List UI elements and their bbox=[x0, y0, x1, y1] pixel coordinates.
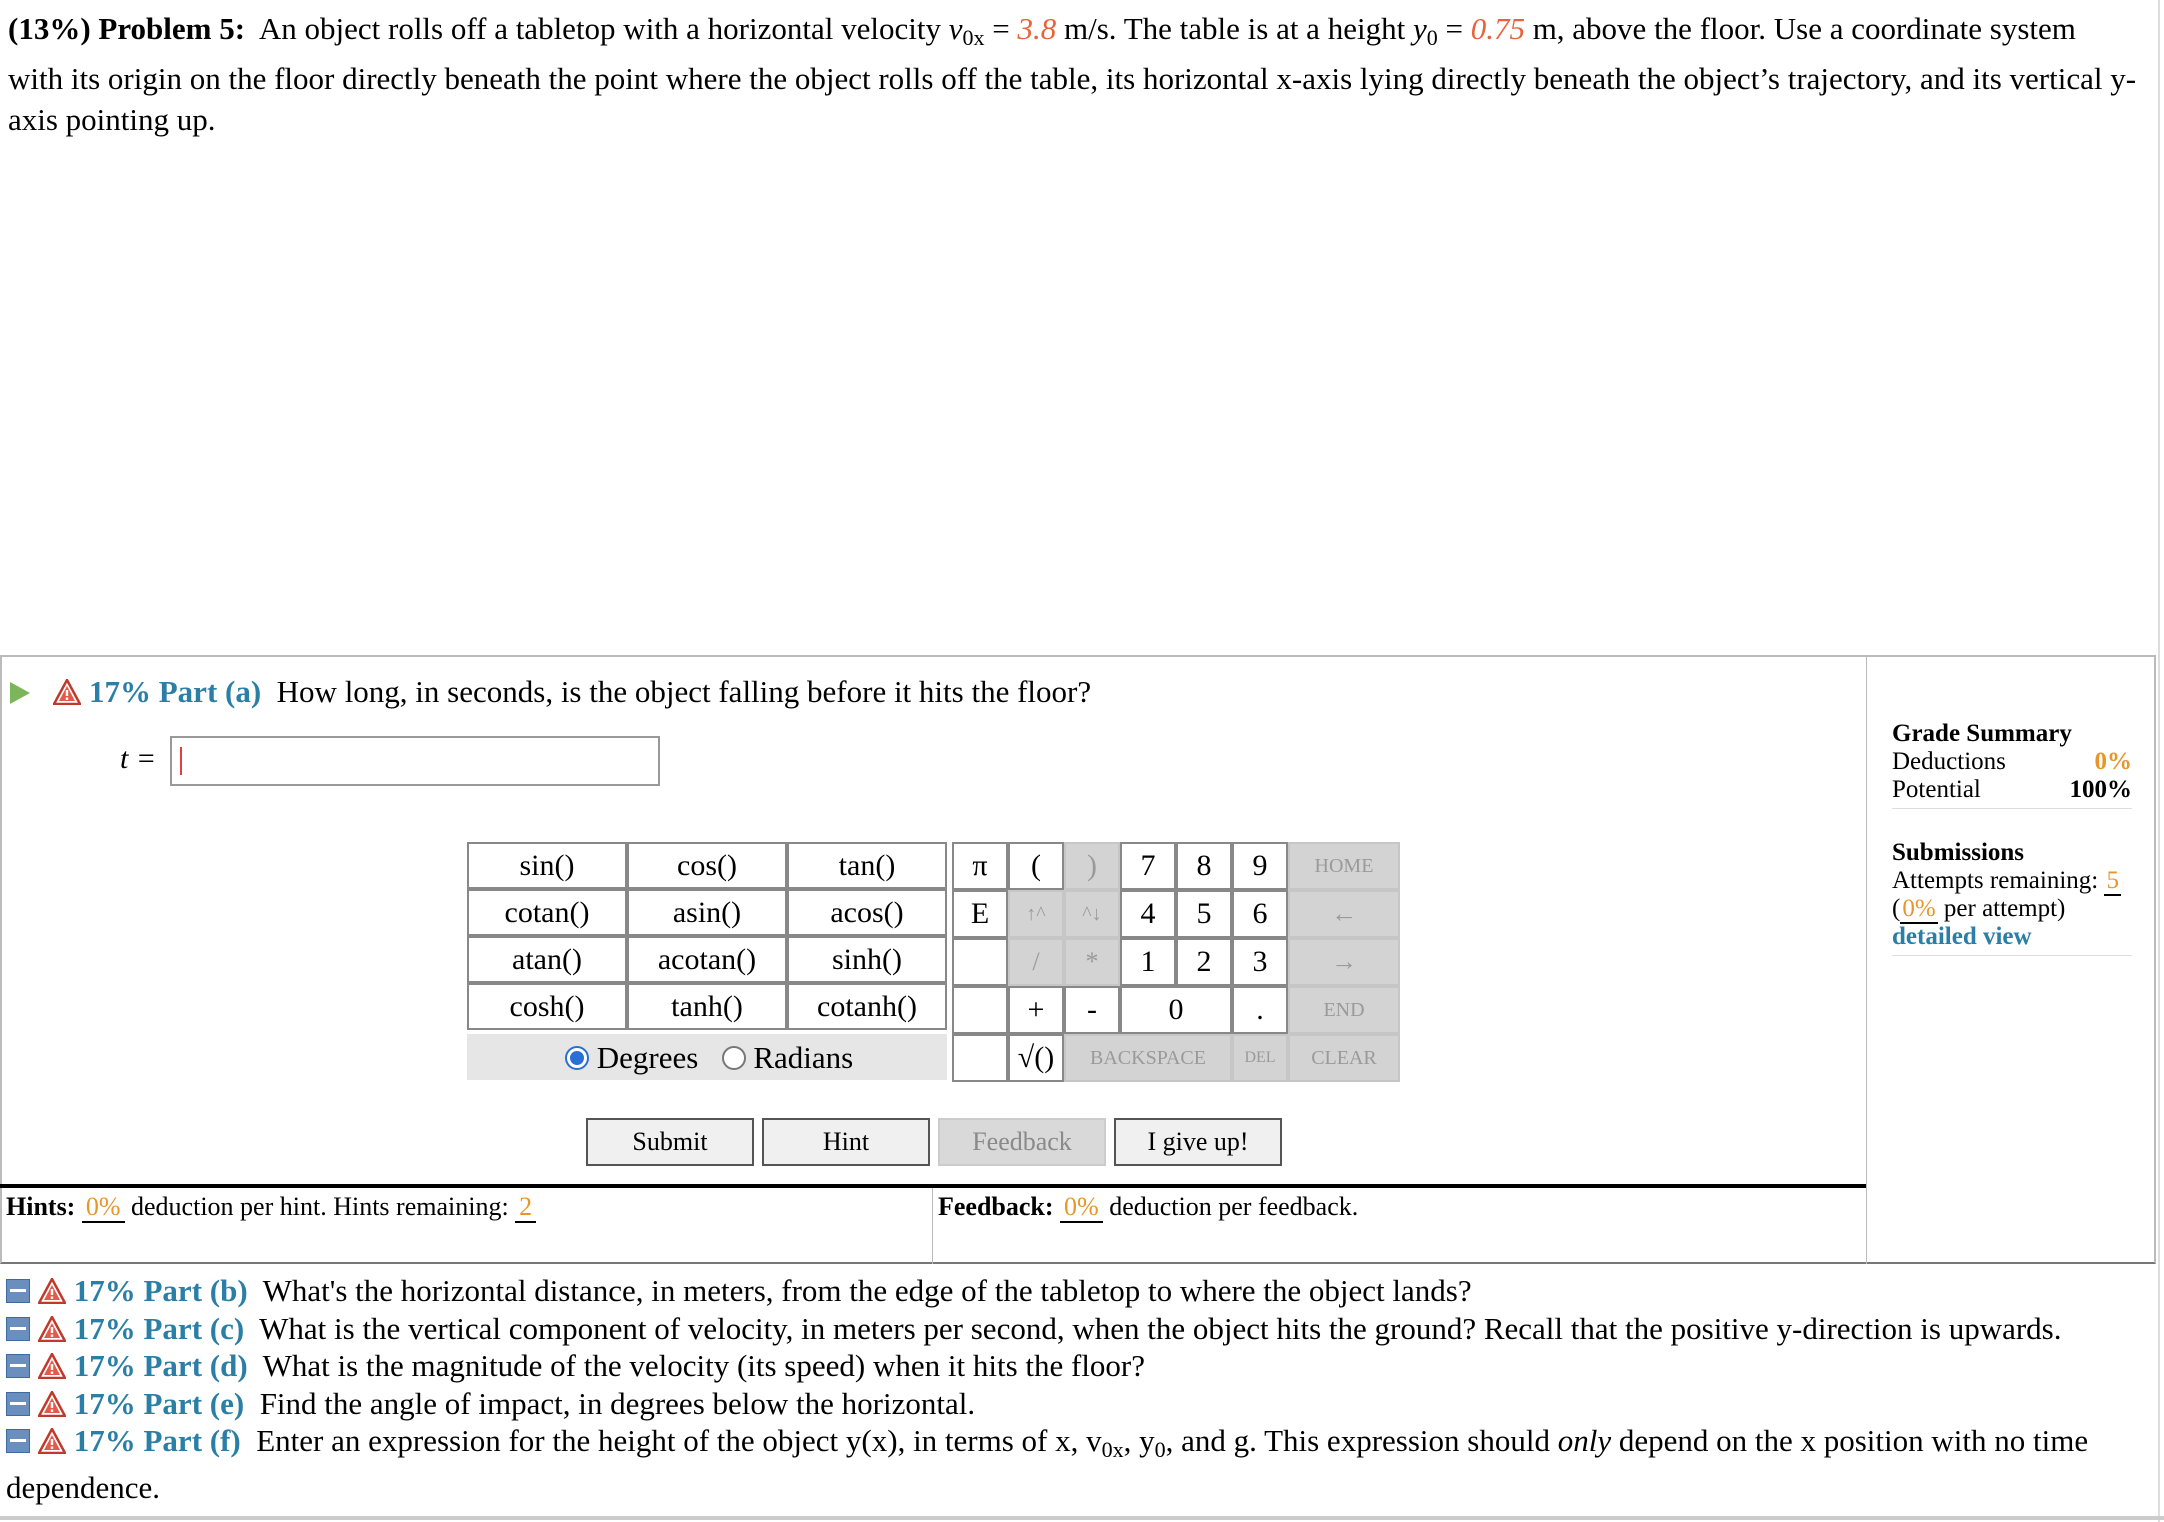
warning-icon bbox=[38, 1391, 66, 1417]
digit-0-key[interactable]: 0 bbox=[1120, 986, 1232, 1034]
blank-key bbox=[952, 986, 1008, 1034]
potential-label: Potential bbox=[1892, 776, 1981, 803]
warning-icon bbox=[38, 1316, 66, 1342]
digit-1-key[interactable]: 1 bbox=[1120, 938, 1176, 986]
hints-label: Hints: bbox=[6, 1192, 76, 1221]
part-a-header bbox=[10, 674, 1091, 710]
vox-value: 3.8 bbox=[1017, 11, 1057, 46]
submit-button[interactable]: Submit bbox=[586, 1118, 754, 1166]
feedback-deduction: 0% bbox=[1060, 1192, 1103, 1223]
feedback-text: deduction per feedback. bbox=[1109, 1192, 1359, 1221]
acos-button[interactable]: acos() bbox=[787, 889, 947, 936]
part-c-question: What is the vertical component of velocity, in meters per second, when the object hits the ground? Recall that the positive y-direction is upwards. bbox=[259, 1310, 2062, 1346]
part-c-tag: 17% Part (c) bbox=[73, 1310, 245, 1346]
bottom-border bbox=[0, 1516, 2164, 1520]
digit-8-key[interactable]: 8 bbox=[1176, 842, 1232, 890]
blank-key bbox=[952, 1034, 1008, 1082]
degrees-label: Degrees bbox=[596, 1040, 699, 1075]
feedback-info bbox=[938, 1192, 1358, 1222]
tan-button[interactable]: tan() bbox=[787, 842, 947, 889]
per-attempt-deduction: 0% bbox=[1902, 895, 1936, 922]
vox-symbol: v bbox=[948, 11, 963, 46]
feedback-button[interactable]: Feedback bbox=[938, 1118, 1106, 1166]
warning-icon bbox=[53, 679, 81, 705]
problem-weight: (13%) bbox=[8, 11, 91, 46]
sin-button[interactable]: sin() bbox=[467, 842, 627, 889]
give-up-button[interactable]: I give up! bbox=[1114, 1118, 1282, 1166]
part-f-sub2: 0 bbox=[1154, 1437, 1166, 1462]
right-arrow-key[interactable]: → bbox=[1288, 938, 1400, 986]
keypad bbox=[952, 842, 1400, 1082]
grade-summary: Grade Summary Deductions 0% Potential 100% Submissions Attempts remaining: 5 (0% per attempt) detailed view bbox=[1892, 720, 2132, 966]
equals-sign: = bbox=[992, 11, 1010, 46]
part-b-row[interactable] bbox=[6, 1272, 2156, 1310]
right-paren-key[interactable]: ) bbox=[1064, 842, 1120, 890]
pi-key[interactable]: π bbox=[952, 842, 1008, 890]
atan-button[interactable]: atan() bbox=[467, 936, 627, 983]
radians-label: Radians bbox=[753, 1040, 854, 1075]
part-d-tag: 17% Part (d) bbox=[73, 1348, 248, 1383]
deductions-value: 0% bbox=[2094, 748, 2132, 775]
digit-3-key[interactable]: 3 bbox=[1232, 938, 1288, 986]
down-key[interactable]: ^↓ bbox=[1064, 890, 1120, 938]
left-arrow-key[interactable]: ← bbox=[1288, 890, 1400, 938]
digit-5-key[interactable]: 5 bbox=[1176, 890, 1232, 938]
part-f-question-d: depend on the x position with no time dependence. bbox=[6, 1423, 2089, 1505]
part-e-tag: 17% Part (e) bbox=[73, 1385, 245, 1421]
expand-play-icon[interactable] bbox=[10, 682, 30, 704]
part-d-question: What is the magnitude of the velocity (its speed) when it hits the floor? bbox=[262, 1348, 1146, 1383]
part-a-question: How long, in seconds, is the object falling before it hits the floor? bbox=[276, 674, 1092, 709]
feedback-label: Feedback: bbox=[938, 1192, 1054, 1221]
decimal-key[interactable]: . bbox=[1232, 986, 1288, 1034]
collapse-icon[interactable] bbox=[6, 1429, 30, 1453]
collapse-icon[interactable] bbox=[6, 1279, 30, 1303]
y0-subscript: 0 bbox=[1426, 25, 1438, 50]
collapse-icon[interactable] bbox=[6, 1354, 30, 1378]
problem-text-1: An object rolls off a tabletop with a horizontal velocity bbox=[258, 11, 941, 46]
part-b-question: What's the horizontal distance, in meters, from the edge of the tabletop to where the object lands? bbox=[262, 1273, 1472, 1308]
submissions-title: Submissions bbox=[1892, 839, 2025, 866]
equals-sign: = bbox=[1445, 11, 1463, 46]
multiply-key[interactable]: * bbox=[1064, 938, 1120, 986]
digit-9-key[interactable]: 9 bbox=[1232, 842, 1288, 890]
y0-value: 0.75 bbox=[1470, 11, 1525, 46]
cos-button[interactable]: cos() bbox=[627, 842, 787, 889]
sinh-button[interactable]: sinh() bbox=[787, 936, 947, 983]
part-f-tag: 17% Part (f) bbox=[73, 1423, 241, 1458]
hints-info bbox=[6, 1192, 536, 1222]
home-key[interactable]: HOME bbox=[1288, 842, 1400, 890]
hint-button[interactable]: Hint bbox=[762, 1118, 930, 1166]
sqrt-key[interactable]: √() bbox=[1008, 1034, 1064, 1082]
part-d-row[interactable] bbox=[6, 1347, 2156, 1385]
degrees-radio[interactable] bbox=[565, 1046, 589, 1070]
part-a-tag: 17% Part (a) bbox=[89, 674, 262, 709]
minus-key[interactable]: - bbox=[1064, 986, 1120, 1034]
part-e-row[interactable] bbox=[6, 1385, 2156, 1423]
attempts-remaining: 5 bbox=[2106, 867, 2119, 894]
asin-button[interactable]: asin() bbox=[627, 889, 787, 936]
attempts-label: Attempts remaining: bbox=[1892, 867, 2099, 894]
warning-icon bbox=[38, 1428, 66, 1454]
radians-radio[interactable] bbox=[722, 1046, 746, 1070]
warning-icon bbox=[38, 1353, 66, 1379]
blank-key bbox=[952, 938, 1008, 986]
other-parts-list bbox=[6, 1272, 2156, 1506]
cotan-button[interactable]: cotan() bbox=[467, 889, 627, 936]
answer-variable-label: t = bbox=[120, 742, 157, 775]
left-paren-key[interactable]: ( bbox=[1008, 842, 1064, 890]
function-buttons bbox=[467, 842, 947, 1030]
part-f-question-c: , and g. This expression should bbox=[1165, 1423, 1550, 1458]
collapse-icon[interactable] bbox=[6, 1392, 30, 1416]
part-f-question-b: , y bbox=[1123, 1423, 1155, 1458]
y0-symbol: y bbox=[1412, 11, 1427, 46]
hints-text: deduction per hint. Hints remaining: bbox=[131, 1192, 509, 1221]
cotanh-button[interactable]: cotanh() bbox=[787, 983, 947, 1030]
end-key[interactable]: END bbox=[1288, 986, 1400, 1034]
part-f-sub: 0x bbox=[1101, 1437, 1124, 1462]
e-key[interactable]: E bbox=[952, 890, 1008, 938]
right-border bbox=[2158, 0, 2160, 1522]
hints-deduction: 0% bbox=[82, 1192, 125, 1223]
divider bbox=[932, 1188, 933, 1264]
digit-7-key[interactable]: 7 bbox=[1120, 842, 1176, 890]
angle-mode-row bbox=[467, 1034, 947, 1080]
warning-icon bbox=[38, 1278, 66, 1304]
backspace-key[interactable]: BACKSPACE bbox=[1064, 1034, 1232, 1082]
problem-text-2: m/s. The table is at a height bbox=[1063, 11, 1406, 46]
vox-subscript: 0x bbox=[962, 25, 985, 50]
part-f-only: only bbox=[1557, 1423, 1612, 1458]
divide-key[interactable]: / bbox=[1008, 938, 1064, 986]
tanh-button[interactable]: tanh() bbox=[627, 983, 787, 1030]
part-f-row[interactable] bbox=[6, 1422, 2156, 1506]
problem-statement bbox=[8, 8, 2138, 140]
part-e-question: Find the angle of impact, in degrees below the horizontal. bbox=[259, 1385, 976, 1421]
problem-text-3: m, above the floor. Use a coordinate system with its origin on the floor directly beneath the point where the object rolls off the table, its horizontal x-axis lying directly beneath the object’s trajectory, and its vertical y-axis pointing up. bbox=[8, 11, 2137, 137]
cosh-button[interactable]: cosh() bbox=[467, 983, 627, 1030]
digit-6-key[interactable]: 6 bbox=[1232, 890, 1288, 938]
collapse-icon[interactable] bbox=[6, 1317, 30, 1341]
potential-value: 100% bbox=[2069, 776, 2132, 803]
per-attempt-text: per attempt) bbox=[1943, 895, 2066, 922]
delete-key[interactable]: DEL bbox=[1232, 1034, 1288, 1082]
clear-key[interactable]: CLEAR bbox=[1288, 1034, 1400, 1082]
divider bbox=[1866, 655, 1867, 1264]
plus-key[interactable]: + bbox=[1008, 986, 1064, 1034]
digit-2-key[interactable]: 2 bbox=[1176, 938, 1232, 986]
up-key[interactable]: ↑^ bbox=[1008, 890, 1064, 938]
part-f-question-a: Enter an expression for the height of the object y(x), in terms of x, v bbox=[256, 1423, 1102, 1458]
deductions-label: Deductions bbox=[1892, 748, 2006, 775]
hints-remaining: 2 bbox=[515, 1192, 536, 1223]
problem-label: Problem 5: bbox=[98, 11, 246, 46]
part-c-row[interactable] bbox=[6, 1310, 2156, 1348]
detailed-view-link[interactable]: detailed view bbox=[1892, 923, 2032, 950]
text-caret bbox=[180, 747, 182, 775]
part-b-tag: 17% Part (b) bbox=[73, 1273, 248, 1308]
answer-input[interactable] bbox=[170, 736, 660, 786]
acotan-button[interactable]: acotan() bbox=[627, 936, 787, 983]
grade-summary-title: Grade Summary bbox=[1892, 720, 2072, 747]
digit-4-key[interactable]: 4 bbox=[1120, 890, 1176, 938]
